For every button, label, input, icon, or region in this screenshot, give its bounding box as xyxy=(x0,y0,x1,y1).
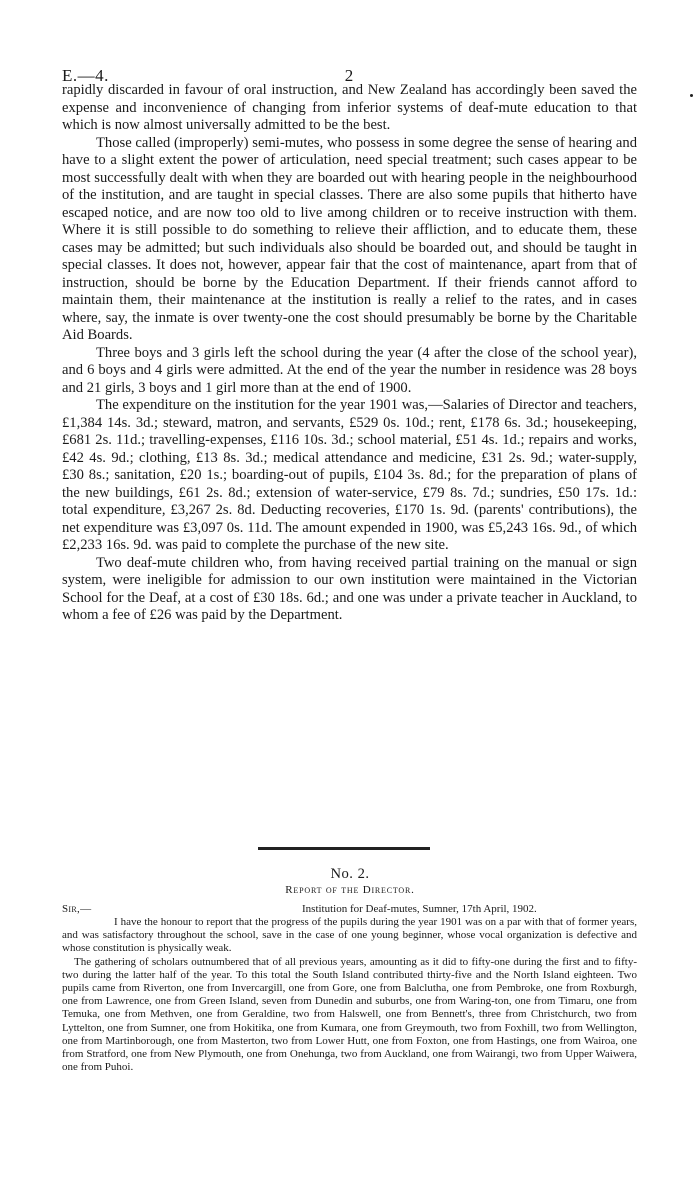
report-paragraph: The gathering of scholars outnumbered that of all previous years, amounting as it did to fifty-one during the first and to fifty-two during the latter half of the year. To this total the South Island contributed thirty-five and the North Island eighteen. Two pupils came from Riverton, one from Invercargill, one from Gore, one from Balclutha, one from Pembroke, one from Roxburgh, one from Lawrence, one from Green Island, seven from Dunedin and suburbs, one from Waring-ton, one from Timaru, one from Temuka, one from Methven, one from Geraldine, two from Halswell, one from Bennett's, three from Christchurch, two from Lyttelton, one from Sumner, one from Hokitika, one from Kumara, one from Greymouth, two from Foxhill, two from Wellington, one from Martinborough, one from Masterton, two from Lower Hutt, one from Foxton, one from Hastings, one from Wairoa, one from Stratford, one from New Plymouth, one from Onehunga, two from Auckland, one from Wairangi, two from Upper Waiwera, one from Puhoi. xyxy=(62,955,637,1074)
section-number: No. 2. xyxy=(330,866,370,882)
salutation: Sir,— xyxy=(62,903,92,915)
body-paragraph: rapidly discarded in favour of oral instruction, and New Zealand has accordingly been saved the expense and inconvenience of changing from inferior systems of deaf-mute education to that which is now almost universally admitted to be the best. xyxy=(62,82,637,133)
body-text xyxy=(62,82,637,625)
section-title-text: Report of the Director. xyxy=(285,884,415,896)
section-title xyxy=(0,884,700,896)
place-date-line: Institution for Deaf-mutes, Sumner, 17th April, 1902. xyxy=(302,903,537,915)
page-number: 2 xyxy=(344,66,354,85)
body-paragraph: Those called (improperly) semi-mutes, who possess in some degree the sense of hearing and have to a slight extent the power of articulation, need special treatment; such cases appear to be most successfully dealt with when they are boarded out with hearing people in the neighbourhood of the institution, and are taught in special classes. There are also some pupils that hitherto have escaped notice, and are now too old to live among children or to receive instruction with them. Where it is still possible to do something to relieve their affliction, and to educate them, these cases may be admitted; but such individuals also should be boarded out, and should be taught in special classes. It does not, however, appear fair that the cost of maintenance, apart from that of instruction, should be borne by the Education Department. If their friends cannot afford to maintain them, their maintenance at the institution is really a relief to the rates, and in cases where, say, the inmate is over twenty-one the cost should presumably be borne by the Charitable Aid Boards. xyxy=(62,134,637,343)
report-paragraph: I have the honour to report that the progress of the pupils during the year 1901 was on a par with that of former years, and was satisfactory throughout the school, save in the case of one young beginner, whose vocal organization is defective and whose constitution is physically weak. xyxy=(62,916,637,955)
body-paragraph: Three boys and 3 girls left the school during the year (4 after the close of the school year), and 6 boys and 4 girls were admitted. At the end of the year the number in residence was 28 boys and 21 girls, 3 boys and 1 girl more than at the end of 1900. xyxy=(62,344,637,396)
document-code: E.—4. xyxy=(62,66,109,85)
body-paragraph: The expenditure on the institution for the year 1901 was,—Salaries of Director and teachers, £1,384 14s. 3d.; steward, matron, and servants, £529 0s. 10d.; rent, £178 6s. 3d.; housekeeping, £681 2s. 11d.; travelling-expenses, £116 10s. 3d.; school material, £51 4s. 1d.; repairs and works, £42 4s. 9d.; clothing, £13 8s. 3d.; medical attendance and medicine, £31 2s. 9d.; water-supply, £30 8s.; sanitation, £20 1s.; boarding-out of pupils, £104 3s. 8d.; for the preparation of plans of the new buildings, £61 2s. 8d.; extension of water-service, £79 8s. 7d.; sundries, £50 17s. 1d.: total expenditure, £3,267 2s. 8d. Deducting recoveries, £170 1s. 9d. (parents' contributions), the net expenditure was £3,097 0s. 11d. The amount expended in 1900, was £5,243 16s. 9d., of which £2,233 16s. 9d. was paid to complete the purchase of the new site. xyxy=(62,397,637,553)
body-paragraph: Two deaf-mute children who, from having received partial training on the manual or sign system, were ineligible for admission to our own institution were maintained in the Victorian School for the Deaf, at a cost of £30 18s. 6d.; and one was under a private teacher in Auckland, to whom a fee of £26 was paid by the Department. xyxy=(62,554,637,623)
report-text xyxy=(62,916,637,1074)
section-divider xyxy=(258,847,430,850)
print-speck xyxy=(690,94,693,97)
